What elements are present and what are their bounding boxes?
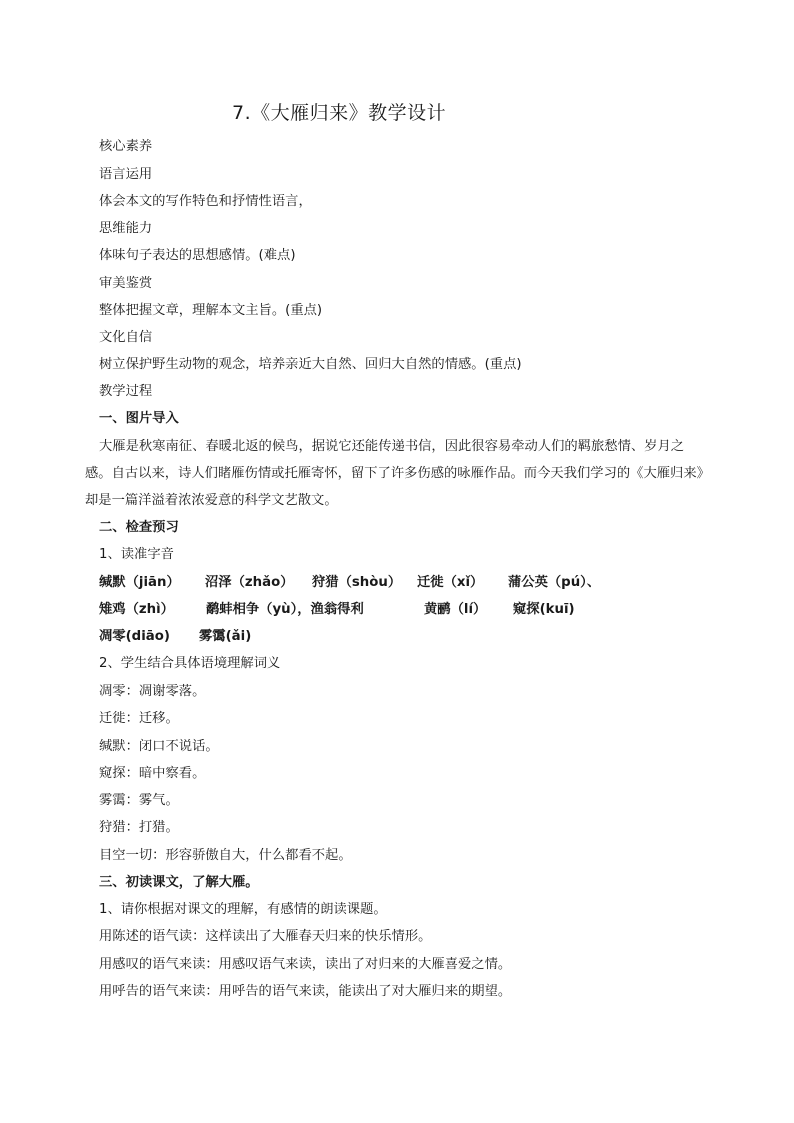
vocab-item: 迁徙（xǐ） [417,575,484,590]
part2-sub1: 1、读准字音 [99,547,174,562]
goal-thinking: 体味句子表达的思想感情。(难点) [99,248,296,263]
definition-item: 狩猎：打猎。 [99,820,179,835]
definition-item: 迁徙：迁移。 [99,711,179,726]
reading-mode-exclamation: 用感叹的语气来读：用感叹语气来读，读出了对归来的大雁喜爱之情。 [99,957,512,972]
goal-culture: 树立保护野生动物的观念，培养亲近大自然、回归大自然的情感。(重点) [99,357,522,372]
part3-sub1: 1、请你根据对课文的理解，有感情的朗读课题。 [99,902,387,917]
part2-sub2: 2、学生结合具体语境理解词义 [99,656,281,671]
vocab-item: 雾霭(ǎi) [199,629,252,644]
vocab-item: 狩猎（shòu） [312,575,402,590]
goal-aesthetic: 整体把握文章，理解本文主旨。(重点) [99,303,323,318]
goal-language-use: 体会本文的写作特色和抒情性语言， [99,194,312,209]
definition-item: 目空一切：形容骄傲自大，什么都看不起。 [99,848,352,863]
vocab-item: 沼泽（zhǎo） [205,575,294,590]
page-title: 7.《大雁归来》教学设计 [232,102,447,124]
vocab-item: 黄鹂（lí） [424,602,487,617]
definition-item: 凋零：凋谢零落。 [99,684,206,699]
part3-heading: 三、初读课文，了解大雁。 [99,875,259,890]
heading-process: 教学过程 [99,384,153,399]
vocab-item: 蒲公英（pú）、 [508,575,601,590]
definition-item: 窥探：暗中察看。 [99,766,206,781]
definition-item: 雾霭：雾气。 [99,793,179,808]
part1-line-1: 大雁是秋寒南征、春暖北返的候鸟，据说它还能传递书信，因此很容易牵动人们的羁旅愁情、岁月之 [99,439,685,454]
part1-heading: 一、图片导入 [99,411,179,426]
reading-mode-appeal: 用呼告的语气来读：用呼告的语气来读，能读出了对大雁归来的期望。 [99,984,512,999]
vocab-item: 雉鸡（zhì） [99,602,174,617]
definition-item: 缄默：闭口不说话。 [99,739,219,754]
heading-thinking: 思维能力 [99,221,153,236]
part1-line-3: 却是一篇洋溢着浓浓爱意的科学文艺散文。 [85,493,338,508]
part1-paragraph [85,433,739,514]
part2-heading: 二、检查预习 [99,520,179,535]
vocab-item: 缄默（jiān） [99,575,180,590]
vocab-item: 鹬蚌相争（yù），渔翁得利 [206,602,364,617]
heading-culture: 文化自信 [99,330,153,345]
part1-line-2: 感。自古以来，诗人们睹雁伤情或托雁寄怀，留下了许多伤感的咏雁作品。而今天我们学习的《大雁归来》 [85,466,710,481]
vocab-item: 凋零(diāo) [99,629,170,644]
vocab-item: 窥探(kuī) [513,602,575,617]
heading-aesthetic: 审美鉴赏 [99,276,153,291]
heading-language-use: 语言运用 [99,167,153,182]
reading-mode-statement: 用陈述的语气读：这样读出了大雁春天归来的快乐情形。 [99,929,432,944]
heading-core-literacy: 核心素养 [99,139,153,154]
